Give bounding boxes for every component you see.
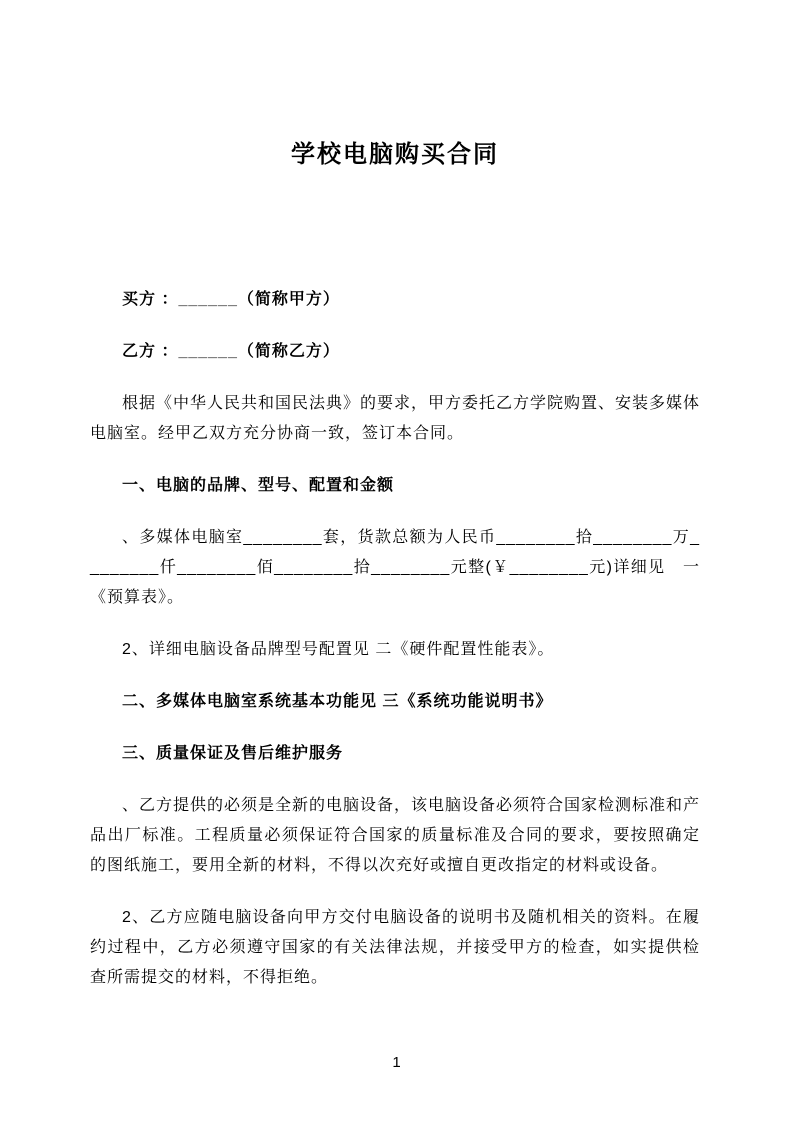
heading-section-1: 一、电脑的品牌、型号、配置和金额	[122, 477, 395, 494]
paragraph-delivery-docs-clause: 2、乙方应随电脑设备向甲方交付电脑设备的说明书及随机相关的资料。在履约过程中，乙方必须遵守国家的有关法律法规，并接受甲方的检查，如实提供检查所需提交的材料，不得拒绝。	[90, 909, 700, 986]
heading-section-2: 二、多媒体电脑室系统基本功能见 三《系统功能说明书》	[122, 693, 553, 710]
paragraph-intro: 根据《中华人民共和国民法典》的要求，甲方委托乙方学院购置、安装多媒体电脑室。经甲乙双方充分协商一致，签订本合同。	[90, 395, 701, 442]
document-title: 学校电脑购买合同	[291, 141, 499, 168]
paragraph-seller-line: 乙方 ：______（简称乙方）	[122, 343, 340, 360]
paragraph-quality-clause: 、乙方提供的必须是全新的电脑设备，该电脑设备必须符合国家检测标准和产品出厂标准。工程质量必须保证符合国家的质量标准及合同的要求，要按照确定的图纸施工，要用全新的材料，不得以次充好或擅自更改指定的材料或设备。	[90, 797, 701, 874]
paragraph-quantity-price: 、多媒体电脑室________套，货款总额为人民币________拾________万________仟________佰________拾________元整(￥________元)详细见 一《预算表》。	[90, 529, 700, 606]
page-number: 1	[392, 1054, 401, 1071]
paragraph-buyer-line: 买方 ：______（简称甲方）	[122, 291, 340, 308]
paragraph-config-reference: 2、详细电脑设备品牌型号配置见 二《硬件配置性能表》。	[122, 641, 555, 658]
heading-section-3: 三、质量保证及售后维护服务	[122, 745, 344, 762]
